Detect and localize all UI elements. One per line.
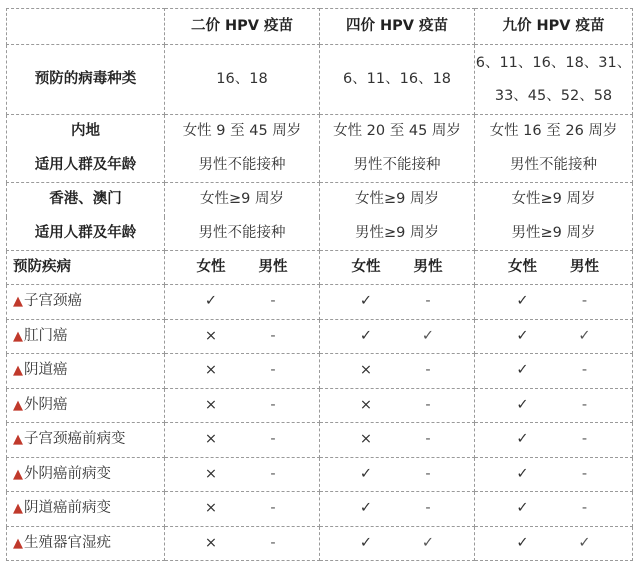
hkmacau-bivalent-male: 男性不能接种 (165, 217, 320, 251)
disease-name: 子宫颈癌 (24, 293, 82, 310)
mainland-quadrivalent-male: 男性不能接种 (320, 149, 475, 183)
disease-name: 外阴癌 (24, 396, 68, 413)
bivalent-male-mark: - (270, 534, 276, 551)
header-bivalent: 二价 HPV 疫苗 (165, 9, 320, 45)
header-row (7, 9, 633, 45)
quadrivalent-cell (320, 388, 475, 423)
male-heading: 男性 (258, 258, 288, 275)
quadrivalent-male-mark: - (425, 500, 431, 517)
female-heading: 女性 (351, 258, 381, 275)
disease-rows (7, 285, 633, 561)
virus-types-nonavalent-line2: 33、45、52、58 (494, 87, 613, 104)
nonavalent-female-mark: ✓ (516, 362, 529, 379)
nonavalent-female-mark: ✓ (516, 500, 529, 517)
nonavalent-cell (475, 492, 633, 527)
bivalent-cell (165, 285, 320, 320)
mainland-nonavalent-male: 男性不能接种 (475, 149, 633, 183)
disease-name-cell (7, 388, 165, 423)
virus-types-quadrivalent: 6、11、16、18 (320, 45, 475, 115)
virus-types-nonavalent-line1: 6、11、16、18、31、 (475, 54, 632, 71)
virus-types-bivalent: 16、18 (165, 45, 320, 115)
disease-row (7, 526, 633, 561)
disease-header-bivalent (165, 251, 320, 285)
bivalent-male-mark: - (270, 293, 276, 310)
nonavalent-male-mark: - (581, 293, 588, 310)
male-heading: 男性 (570, 258, 599, 275)
quadrivalent-male-mark: - (425, 293, 431, 310)
disease-name-cell (7, 319, 165, 354)
bivalent-cell (165, 354, 320, 389)
quadrivalent-female-mark: ✓ (359, 465, 373, 482)
disease-header-quadrivalent (320, 251, 475, 285)
bivalent-female-mark: × (204, 431, 218, 448)
mainland-nonavalent-female: 女性 16 至 26 周岁 (475, 115, 633, 149)
nonavalent-female-mark: ✓ (516, 396, 529, 413)
quadrivalent-male-mark: ✓ (421, 327, 435, 344)
disease-name: 阴道癌前病变 (24, 500, 111, 517)
hkmacau-row-2 (7, 217, 633, 251)
nonavalent-cell (475, 526, 633, 561)
triangle-icon: ▲ (13, 432, 23, 448)
mainland-bivalent-male: 男性不能接种 (165, 149, 320, 183)
bivalent-male-mark: - (270, 465, 276, 482)
nonavalent-male-mark: - (581, 500, 588, 517)
disease-name-cell (7, 457, 165, 492)
bivalent-female-mark: × (204, 396, 218, 413)
virus-types-row (7, 45, 633, 115)
bivalent-cell (165, 492, 320, 527)
header-corner (7, 9, 165, 45)
nonavalent-cell (475, 354, 633, 389)
hkmacau-age-label: 适用人群及年龄 (7, 217, 165, 251)
triangle-icon: ▲ (13, 466, 23, 482)
nonavalent-cell (475, 457, 633, 492)
hkmacau-quadrivalent-female: 女性≥9 周岁 (320, 183, 475, 217)
disease-name: 阴道癌 (24, 362, 68, 379)
bivalent-female-mark: × (204, 534, 218, 551)
triangle-icon: ▲ (13, 397, 23, 413)
quadrivalent-male-mark: - (425, 465, 431, 482)
disease-name: 生殖器官湿疣 (24, 534, 111, 551)
bivalent-cell (165, 388, 320, 423)
quadrivalent-female-mark: ✓ (359, 534, 373, 551)
triangle-icon: ▲ (13, 294, 23, 310)
bivalent-cell (165, 423, 320, 458)
quadrivalent-female-mark: × (359, 362, 373, 379)
disease-row (7, 492, 633, 527)
bivalent-male-mark: - (270, 362, 276, 379)
virus-types-label: 预防的病毒种类 (7, 45, 165, 115)
triangle-icon: ▲ (13, 363, 23, 379)
triangle-icon: ▲ (13, 328, 23, 344)
nonavalent-cell (475, 388, 633, 423)
bivalent-male-mark: - (270, 396, 276, 413)
mainland-bivalent-female: 女性 9 至 45 周岁 (165, 115, 320, 149)
bivalent-female-mark: ✓ (204, 293, 218, 310)
hkmacau-nonavalent-female: 女性≥9 周岁 (475, 183, 633, 217)
nonavalent-cell (475, 423, 633, 458)
quadrivalent-male-mark: - (425, 362, 431, 379)
virus-types-nonavalent (475, 45, 633, 115)
disease-header-nonavalent (475, 251, 633, 285)
quadrivalent-cell (320, 492, 475, 527)
hkmacau-quadrivalent-male: 男性≥9 周岁 (320, 217, 475, 251)
quadrivalent-cell (320, 354, 475, 389)
quadrivalent-female-mark: ✓ (359, 500, 373, 517)
nonavalent-male-mark: - (581, 396, 588, 413)
nonavalent-male-mark: - (581, 465, 588, 482)
quadrivalent-female-mark: ✓ (359, 327, 373, 344)
quadrivalent-male-mark: ✓ (421, 534, 435, 551)
bivalent-female-mark: × (204, 500, 218, 517)
quadrivalent-cell (320, 319, 475, 354)
mainland-age-label: 适用人群及年龄 (7, 149, 165, 183)
quadrivalent-cell (320, 526, 475, 561)
hkmacau-nonavalent-male: 男性≥9 周岁 (475, 217, 633, 251)
bivalent-male-mark: - (270, 327, 276, 344)
nonavalent-male-mark: - (581, 431, 588, 448)
nonavalent-cell (475, 285, 633, 320)
mainland-quadrivalent-female: 女性 20 至 45 周岁 (320, 115, 475, 149)
hkmacau-row-1 (7, 183, 633, 217)
nonavalent-cell (475, 319, 633, 354)
bivalent-female-mark: × (204, 362, 218, 379)
disease-row (7, 388, 633, 423)
bivalent-male-mark: - (270, 500, 276, 517)
female-heading: 女性 (508, 258, 537, 275)
bivalent-cell (165, 457, 320, 492)
disease-name: 子宫颈癌前病变 (24, 431, 126, 448)
mainland-row-2 (7, 149, 633, 183)
disease-name-cell (7, 423, 165, 458)
nonavalent-female-mark: ✓ (516, 327, 529, 344)
quadrivalent-male-mark: - (425, 431, 431, 448)
bivalent-female-mark: × (204, 465, 218, 482)
nonavalent-female-mark: ✓ (516, 465, 529, 482)
quadrivalent-female-mark: × (359, 396, 373, 413)
disease-header-label: 预防疾病 (7, 251, 165, 285)
mainland-label: 内地 (7, 115, 165, 149)
disease-name: 外阴癌前病变 (24, 465, 111, 482)
nonavalent-male-mark: ✓ (578, 327, 591, 344)
hpv-vaccine-table (6, 8, 633, 561)
quadrivalent-female-mark: ✓ (359, 293, 373, 310)
nonavalent-female-mark: ✓ (516, 534, 529, 551)
disease-name-cell (7, 354, 165, 389)
hkmacau-label: 香港、澳门 (7, 183, 165, 217)
disease-row (7, 354, 633, 389)
mainland-row-1 (7, 115, 633, 149)
quadrivalent-cell (320, 423, 475, 458)
bivalent-cell (165, 526, 320, 561)
quadrivalent-female-mark: × (359, 431, 373, 448)
triangle-icon: ▲ (13, 501, 23, 517)
hkmacau-bivalent-female: 女性≥9 周岁 (165, 183, 320, 217)
triangle-icon: ▲ (13, 535, 23, 551)
disease-row (7, 285, 633, 320)
female-heading: 女性 (196, 258, 226, 275)
disease-row (7, 423, 633, 458)
nonavalent-female-mark: ✓ (516, 431, 529, 448)
disease-header-row (7, 251, 633, 285)
disease-name: 肛门癌 (24, 327, 68, 344)
disease-row (7, 457, 633, 492)
bivalent-cell (165, 319, 320, 354)
male-heading: 男性 (413, 258, 443, 275)
disease-row (7, 319, 633, 354)
nonavalent-male-mark: ✓ (578, 534, 591, 551)
disease-name-cell (7, 492, 165, 527)
quadrivalent-cell (320, 285, 475, 320)
header-nonavalent: 九价 HPV 疫苗 (475, 9, 633, 45)
header-quadrivalent: 四价 HPV 疫苗 (320, 9, 475, 45)
disease-name-cell (7, 285, 165, 320)
disease-name-cell (7, 526, 165, 561)
bivalent-female-mark: × (204, 327, 218, 344)
nonavalent-male-mark: - (581, 362, 588, 379)
bivalent-male-mark: - (270, 431, 276, 448)
nonavalent-female-mark: ✓ (516, 293, 529, 310)
quadrivalent-male-mark: - (425, 396, 431, 413)
quadrivalent-cell (320, 457, 475, 492)
